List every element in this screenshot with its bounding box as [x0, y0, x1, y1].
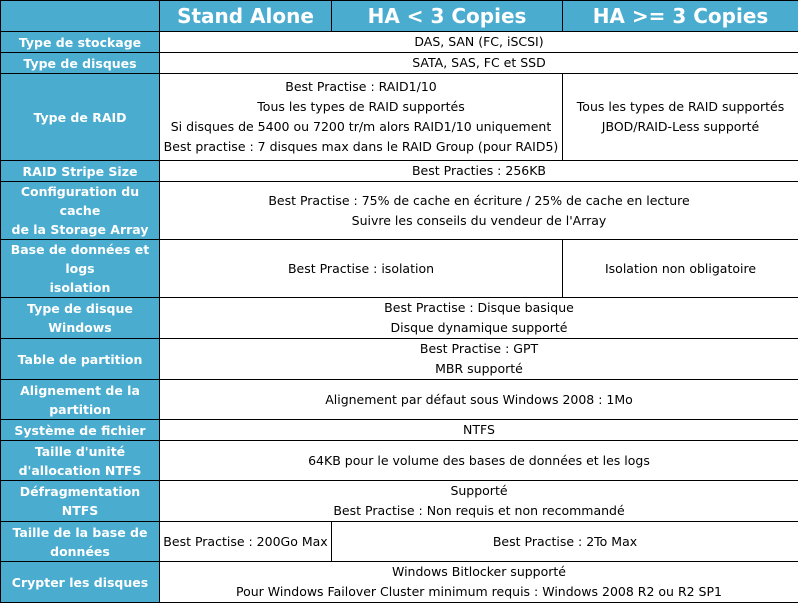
cell-disk-encryption	[160, 562, 798, 603]
row-label-line: d'allocation NTFS	[4, 461, 156, 480]
row-label-disk-encryption: Crypter les disques	[1, 562, 160, 603]
table-row	[1, 240, 798, 298]
row-label-disk-type: Type de disques	[1, 53, 160, 74]
header-corner	[1, 1, 160, 32]
header-row	[1, 1, 798, 32]
table-row	[1, 32, 798, 53]
cell-db-log-isolation-standalone-ha	[160, 240, 563, 298]
cell-raid-stripe-size	[160, 161, 798, 182]
row-label-line: Alignement de la	[4, 381, 156, 400]
cell-ntfs-allocation-unit	[160, 441, 798, 481]
cell-line: Pour Windows Failover Cluster minimum requis : Windows 2008 R2 ou R2 SP1	[163, 582, 795, 602]
cell-line: JBOD/RAID-Less supporté	[566, 117, 795, 137]
row-label-line: Windows	[4, 318, 156, 337]
table-row	[1, 562, 798, 603]
row-label-line: de la Storage Array	[4, 220, 156, 239]
table-row	[1, 339, 798, 380]
cell-db-log-isolation-ha-3-plus	[563, 240, 798, 298]
header-stand-alone: Stand Alone	[160, 1, 332, 32]
row-label-line: partition	[4, 400, 156, 419]
row-label-file-system: Système de fichier	[1, 420, 160, 441]
cell-line: Best Practise : RAID1/10	[163, 77, 559, 97]
table-row	[1, 182, 798, 240]
cell-line: Best Practise : isolation	[163, 259, 559, 279]
row-label-line: Taille de la base de	[4, 523, 156, 542]
cell-line: Best practise : 7 disques max dans le RAID Group (pour RAID5)	[163, 137, 559, 157]
cell-line: Best Practise : 200Go Max	[163, 532, 328, 552]
cell-line: Best Practise : Non requis et non recommandé	[163, 501, 795, 521]
cell-line: MBR supporté	[163, 359, 795, 379]
row-label-line: Configuration du cache	[4, 182, 156, 220]
row-label-raid-stripe-size: RAID Stripe Size	[1, 161, 160, 182]
row-label-partition-alignment	[1, 380, 160, 420]
cell-line: Windows Bitlocker supporté	[163, 562, 795, 582]
row-label-raid-type: Type de RAID	[1, 74, 160, 161]
cell-raid-type-standalone-ha	[160, 74, 563, 161]
cell-line: Disque dynamique supporté	[163, 318, 795, 338]
cell-line: Supporté	[163, 481, 795, 501]
cell-line: Best Practies : 256KB	[163, 161, 795, 181]
cell-line: Si disques de 5400 ou 7200 tr/m alors RAID1/10 uniquement	[163, 117, 559, 137]
cell-db-size-ha	[332, 522, 798, 562]
row-label-cache-config	[1, 182, 160, 240]
cell-windows-disk-type	[160, 298, 798, 339]
cell-line: Best Practise : 75% de cache en écriture / 25% de cache en lecture	[163, 191, 795, 211]
row-label-db-size	[1, 522, 160, 562]
cell-line: DAS, SAN (FC, iSCSI)	[163, 32, 795, 52]
table-row	[1, 522, 798, 562]
cell-partition-table	[160, 339, 798, 380]
cell-disk-type	[160, 53, 798, 74]
row-label-storage-type: Type de stockage	[1, 32, 160, 53]
row-label-line: données	[4, 542, 156, 561]
table-row	[1, 74, 798, 161]
row-label-db-log-isolation	[1, 240, 160, 298]
cell-line: Best Practise : GPT	[163, 339, 795, 359]
row-label-ntfs-allocation-unit	[1, 441, 160, 481]
table-row	[1, 420, 798, 441]
row-label-partition-table: Table de partition	[1, 339, 160, 380]
row-label-line: Taille d'unité	[4, 442, 156, 461]
table-row	[1, 161, 798, 182]
cell-line: NTFS	[163, 420, 795, 440]
cell-line: Tous les types de RAID supportés	[163, 97, 559, 117]
cell-file-system	[160, 420, 798, 441]
cell-storage-type	[160, 32, 798, 53]
cell-line: Best Practise : Disque basique	[163, 298, 795, 318]
cell-line: 64KB pour le volume des bases de données et les logs	[163, 451, 795, 471]
cell-db-size-standalone	[160, 522, 332, 562]
cell-line: Tous les types de RAID supportés	[566, 97, 795, 117]
cell-partition-alignment	[160, 380, 798, 420]
cell-line: SATA, SAS, FC et SSD	[163, 53, 795, 73]
header-ha-less-3-copies: HA < 3 Copies	[332, 1, 563, 32]
cell-cache-config	[160, 182, 798, 240]
table-row	[1, 481, 798, 522]
cell-line: Best Practise : 2To Max	[335, 532, 795, 552]
row-label-ntfs-defrag: Défragmentation NTFS	[1, 481, 160, 522]
row-label-line: isolation	[4, 278, 156, 297]
table-row	[1, 298, 798, 339]
cell-line: Isolation non obligatoire	[566, 259, 795, 279]
table-row	[1, 53, 798, 74]
cell-ntfs-defrag	[160, 481, 798, 522]
cell-raid-type-ha-3-plus	[563, 74, 798, 161]
cell-line: Suivre les conseils du vendeur de l'Array	[163, 211, 795, 231]
row-label-line: Base de données et logs	[4, 240, 156, 278]
row-label-windows-disk-type	[1, 298, 160, 339]
header-ha-3-or-more-copies: HA >= 3 Copies	[563, 1, 798, 32]
cell-line: Alignement par défaut sous Windows 2008 : 1Mo	[163, 390, 795, 410]
table-row	[1, 380, 798, 420]
row-label-line: Type de disque	[4, 299, 156, 318]
table-row	[1, 441, 798, 481]
